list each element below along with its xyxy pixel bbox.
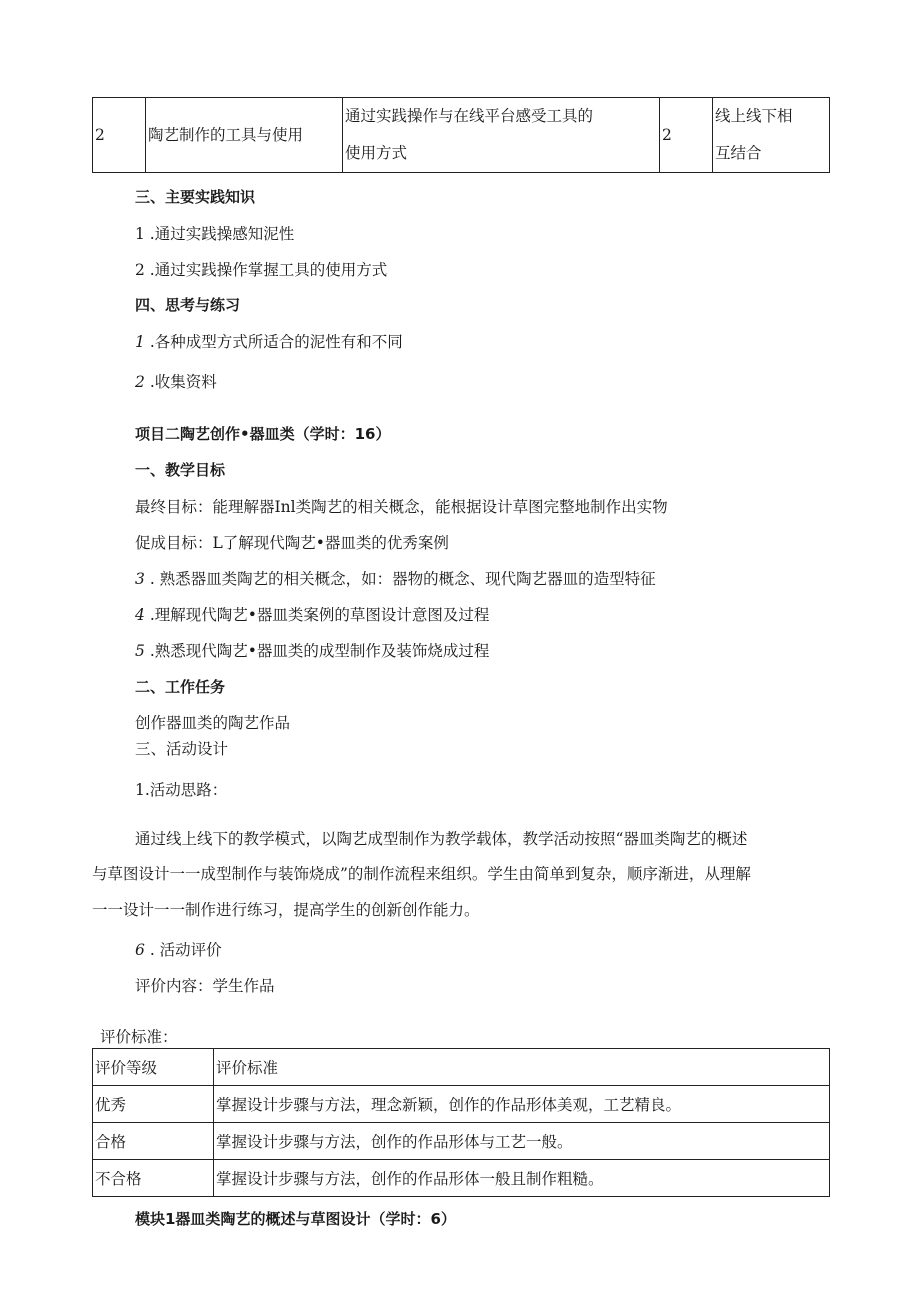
list-item <box>135 567 656 589</box>
top-table <box>92 97 830 173</box>
table-caption: 评价标准： <box>100 1028 178 1046</box>
list-item: 1 .通过实践操感知泥性 <box>135 225 295 243</box>
table-header-cell: 评价标准 <box>214 1049 830 1086</box>
table-cell <box>343 98 660 173</box>
section-heading: 三、主要实践知识 <box>135 188 256 206</box>
table-row <box>93 1160 830 1197</box>
table-cell: 2 <box>93 98 146 173</box>
paragraph: 1.活动思路： <box>135 781 228 799</box>
paragraph: 促成目标：L了解现代陶艺•器皿类的优秀案例 <box>135 534 449 552</box>
section-heading: 三、活动设计 <box>135 740 229 758</box>
item-number: 2 <box>135 373 145 391</box>
item-text: .理解现代陶艺•器皿类案例的草图设计意图及过程 <box>149 606 490 624</box>
table-cell: 优秀 <box>93 1086 214 1123</box>
table-cell: 不合格 <box>93 1160 214 1197</box>
item-number: 3 <box>135 570 145 588</box>
section-heading: 四、思考与练习 <box>135 296 241 314</box>
table-row <box>93 1086 830 1123</box>
item-number: 1 <box>135 333 145 351</box>
table-cell: 2 <box>660 98 713 173</box>
cell-line: 线上线下相 <box>715 107 793 125</box>
list-item <box>135 330 403 352</box>
section-heading: 一、教学目标 <box>135 461 226 479</box>
item-text: .各种成型方式所适合的泥性有和不同 <box>149 333 403 351</box>
item-text: .熟悉现代陶艺•器皿类的成型制作及装饰烧成过程 <box>149 642 490 660</box>
table-cell: 掌握设计步骤与方法，创作的作品形体一般且制作粗糙。 <box>214 1160 830 1197</box>
paragraph: 最终目标：能理解器Inl类陶艺的相关概念，能根据设计草图完整地制作出实物 <box>135 498 668 516</box>
table-header-row <box>93 1049 830 1086</box>
item-number: 4 <box>135 606 145 624</box>
section-heading: 二、工作任务 <box>135 678 226 696</box>
list-item <box>135 938 222 960</box>
table-row <box>93 1123 830 1160</box>
paragraph-line: 与草图设计一一成型制作与装饰烧成”的制作流程来组织。学生由简单到复杂，顺序渐进，从理解 <box>92 865 751 883</box>
item-text: . 熟悉器皿类陶艺的相关概念，如：器物的概念、现代陶艺器皿的造型特征 <box>149 570 656 588</box>
list-item <box>135 370 217 392</box>
table-header-cell: 评价等级 <box>93 1049 214 1086</box>
table-cell: 掌握设计步骤与方法，创作的作品形体与工艺一般。 <box>214 1123 830 1160</box>
project-title: 项目二陶艺创作•器皿类（学时：16） <box>135 425 391 443</box>
paragraph: 评价内容：学生作品 <box>135 977 275 995</box>
paragraph: 创作器皿类的陶艺作品 <box>135 714 291 732</box>
table-cell: 陶艺制作的工具与使用 <box>146 98 343 173</box>
table-row <box>93 98 830 173</box>
list-item <box>135 639 489 661</box>
evaluation-table <box>92 1048 830 1197</box>
cell-line: 使用方式 <box>345 144 408 162</box>
list-item: 2 .通过实践操作掌握工具的使用方式 <box>135 261 388 279</box>
item-text: . 活动评价 <box>149 941 222 959</box>
item-number: 5 <box>135 642 145 660</box>
cell-line: 互结合 <box>715 144 762 162</box>
table-cell <box>713 98 830 173</box>
item-text: .收集资料 <box>149 373 217 391</box>
table-cell: 合格 <box>93 1123 214 1160</box>
table-cell: 掌握设计步骤与方法，理念新颖，创作的作品形体美观，工艺精良。 <box>214 1086 830 1123</box>
item-number: 6 <box>135 941 145 959</box>
module-title: 模块1器皿类陶艺的概述与草图设计（学时：6） <box>135 1210 456 1228</box>
cell-line: 通过实践操作与在线平台感受工具的 <box>345 107 594 125</box>
list-item <box>135 603 489 625</box>
paragraph-line: 通过线上线下的教学模式，以陶艺成型制作为教学载体，教学活动按照“器皿类陶艺的概述 <box>135 830 748 848</box>
paragraph-line: 一一设计一一制作进行练习，提高学生的创新创作能力。 <box>92 901 480 919</box>
